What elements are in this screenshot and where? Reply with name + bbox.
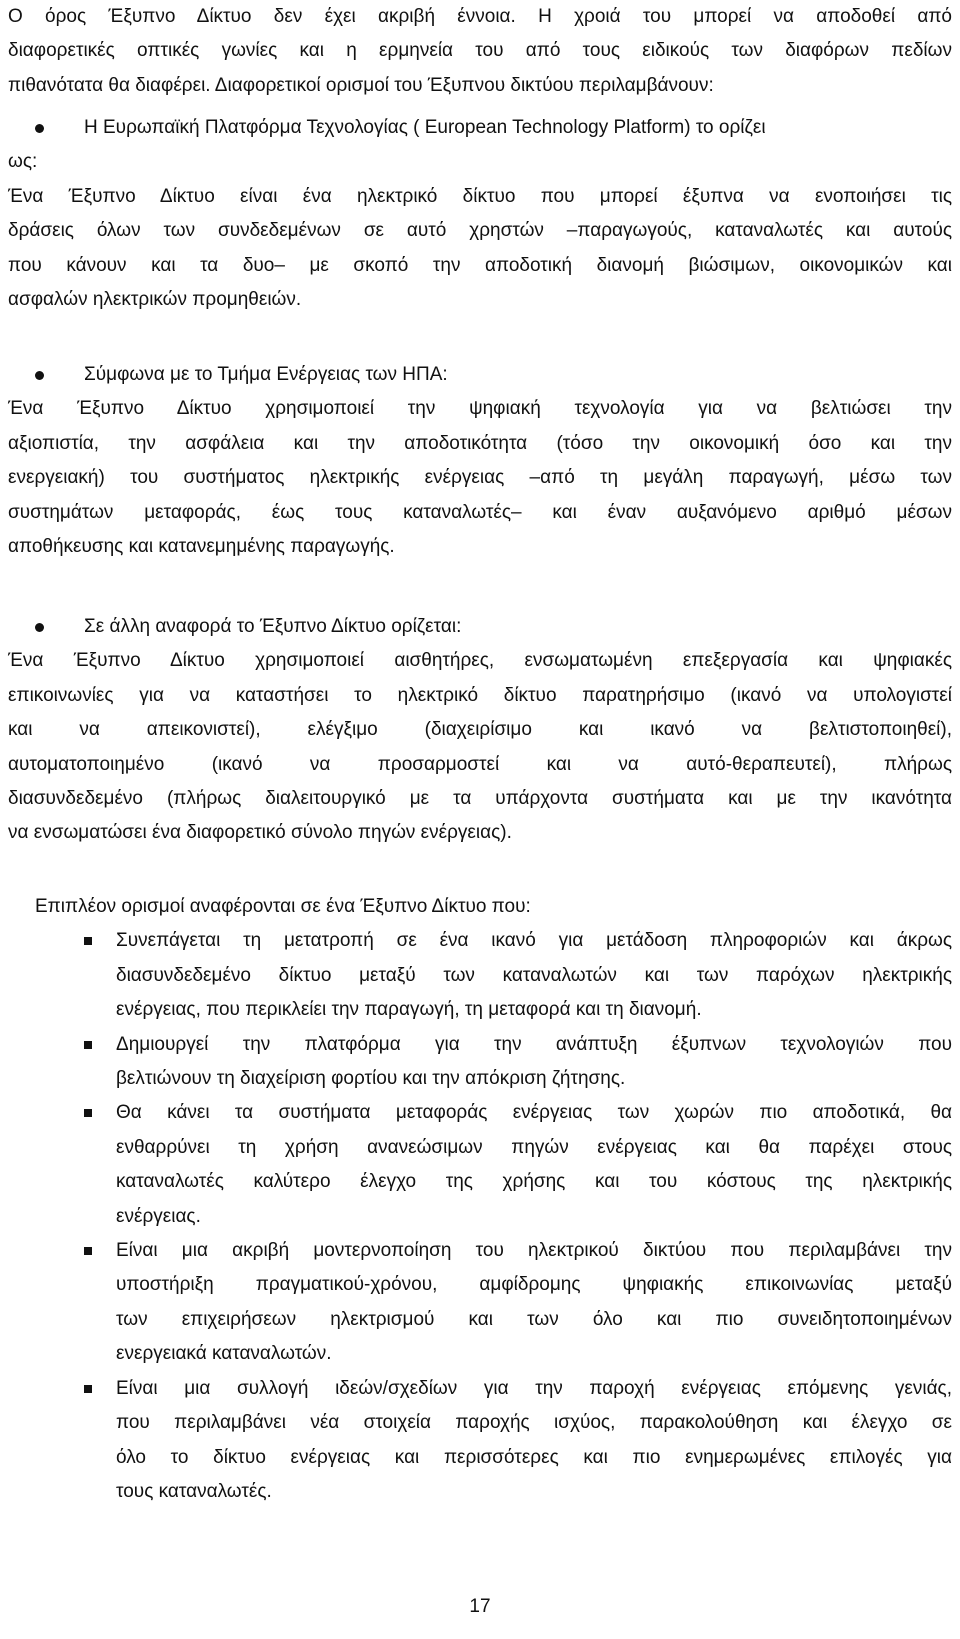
list-item-line: Είναι μια ακριβή μοντερνοποίηση του ηλεκτρικού δικτύου που περιλαμβάνει την [116,1240,952,1262]
square-bullet-icon [84,1247,92,1255]
definition-heading: Σε άλλη αναφορά το Έξυπνο Δίκτυο ορίζεται: [84,616,462,637]
definition-european-platform [8,111,952,317]
list-item-line: των επιχειρήσεων ηλεκτρισμού και των όλο και πιο συνειδητοποιημένων [116,1308,952,1330]
intro-line: Ο όρος Έξυπνο Δίκτυο δεν έχει ακριβή έννοια. Η χροιά του μπορεί να αποδοθεί από [8,6,952,27]
additional-heading: Επιπλέον ορισμοί αναφέρονται σε ένα Έξυπνο Δίκτυο που: [35,896,531,917]
list-item [8,1096,952,1234]
definition-body [8,644,952,850]
definition-other-report [8,610,952,851]
definition-us-doe [8,358,952,564]
list-item-line: που περιλαμβάνει νέα στοιχεία παροχής ισχύος, παρακολούθηση και έλεγχο σε [116,1412,952,1434]
list-item-line: όλο το δίκτυο ενέργειας και περισσότερες και πιο ενημερωμένες επιλογές για [116,1446,952,1468]
list-item [8,1372,952,1510]
list-item-line: τους καταναλωτές. [116,1480,272,1502]
list-item-line: βελτιώνουν τη διαχείριση φορτίου και την απόκριση ζήτησης. [116,1068,626,1090]
list-item-line: Δημιουργεί την πλατφόρμα για την ανάπτυξη έξυπνων τεχνολογιών που [116,1033,952,1055]
bullet-dot-icon [35,124,44,133]
bullet-heading [8,111,952,145]
list-item-line: ενεργειακά καταναλωτών. [116,1343,332,1365]
page-number: 17 [469,1596,491,1617]
definition-line: Ένα Έξυπνο Δίκτυο χρησιμοποιεί την ψηφιακή τεχνολογία για να βελτιώσει την [8,398,952,420]
list-item-line: Είναι μια συλλογή ιδεών/σχεδίων για την παροχή ενέργειας επόμενης γενιάς, [116,1377,952,1399]
definition-line: επικοινωνίες για να καταστήσει το ηλεκτρικό δίκτυο παρατηρήσιμο (ικανό να υπολογιστεί [8,684,952,706]
list-item-line: καταναλωτές καλύτερο έλεγχο της χρήσης και του κόστους της ηλεκτρικής [116,1171,952,1193]
definition-body [8,180,952,318]
additional-definitions [8,890,952,1509]
list-item-line: ενέργειας. [116,1205,201,1227]
intro-line: διαφορετικές οπτικές γωνίες και η ερμηνεία του από τους ειδικούς των διαφόρων πεδίων [8,40,952,62]
list-item-line: υποστήριξη πραγματικού-χρόνου, αμφίδρομης ψηφιακής επικοινωνίας μεταξύ [116,1274,952,1296]
list-item [8,1028,952,1097]
definition-line: Ένα Έξυπνο Δίκτυο είναι ένα ηλεκτρικό δίκτυο που μπορεί έξυπνα να ενοποιήσει τις [8,185,952,207]
definition-heading-continuation: ως: [8,151,38,173]
definition-line: συστημάτων μεταφοράς, έως τους καταναλωτές– και έναν αυξανόμενο αριθμό μέσων [8,501,952,523]
definition-line: να ενσωματώσει ένα διαφορετικό σύνολο πηγών ενέργειας). [8,822,512,844]
bullet-dot-icon [35,623,44,632]
square-bullet-icon [84,937,92,945]
list-item [8,1234,952,1372]
definition-line: αυτοματοποιημένο (ικανό να προσαρμοστεί και να αυτό-θεραπευτεί), πλήρως [8,753,952,775]
list-item-line: Συνεπάγεται τη μετατροπή σε ένα ικανό για μετάδοση πληροφοριών και άκρως [116,930,952,952]
definition-line: και να απεικονιστεί), ελέγξιμο (διαχειρίσιμο και ικανό να βελτιστοποιηθεί), [8,719,952,741]
list-item-line: ενέργειας, που περικλείει την παραγωγή, τη μεταφορά και τη διανομή. [116,999,702,1021]
definition-line: διασυνδεδεμένο (πλήρως διαλειτουργικό με τα υπάρχοντα συστήματα και με την ικανότητα [8,788,952,810]
definition-line: ασφαλών ηλεκτρικών προμηθειών. [8,289,302,311]
list-item [8,924,952,1027]
bullet-dot-icon [35,371,44,380]
definition-line: Ένα Έξυπνο Δίκτυο χρησιμοποιεί αισθητήρες, ενσωματωμένη επεξεργασία και ψηφιακές [8,650,952,672]
bullet-heading [8,358,952,392]
definition-line: ενεργειακή) του συστήματος ηλεκτρικής ενέργειας –από τη μεγάλη παραγωγή, μέσω των [8,467,952,489]
definition-line: αποθήκευσης και κατανεμημένης παραγωγής. [8,536,395,558]
list-item-line: διασυνδεδεμένο δίκτυο μεταξύ των καταναλωτών και των παρόχων ηλεκτρικής [116,964,952,986]
definition-line: αξιοπιστία, την ασφάλεια και την αποδοτικότητα (τόσο την οικονομική όσο και την [8,432,952,454]
square-bullet-icon [84,1109,92,1117]
list-item-line: ενθαρρύνει τη χρήση ανανεώσιμων πηγών ενέργειας και θα παρέχει στους [116,1136,952,1158]
square-bullet-icon [84,1385,92,1393]
intro-line: πιθανότατα θα διαφέρει. Διαφορετικοί ορισμοί του Έξυπνου δικτύου περιλαμβάνουν: [8,74,714,96]
intro-paragraph [8,0,952,103]
list-item-line: Θα κάνει τα συστήματα μεταφοράς ενέργειας των χωρών πιο αποδοτικά, θα [116,1102,952,1124]
square-bullet-icon [84,1041,92,1049]
definition-line: που κάνουν και τα δυο– με σκοπό την αποδοτική διανομή βιώσιμων, οικονομικών και [8,254,952,276]
definition-body [8,392,952,564]
definition-heading: Σύμφωνα με το Τμήμα Ενέργειας των ΗΠΑ: [84,364,448,385]
definition-heading: Η Ευρωπαϊκή Πλατφόρμα Τεχνολογίας ( European Technology Platform) το ορίζει [84,117,766,138]
bullet-heading [8,610,952,644]
definition-line: δράσεις όλων των συνδεδεμένων σε αυτό χρηστών –παραγωγούς, καταναλωτές και αυτούς [8,220,952,242]
